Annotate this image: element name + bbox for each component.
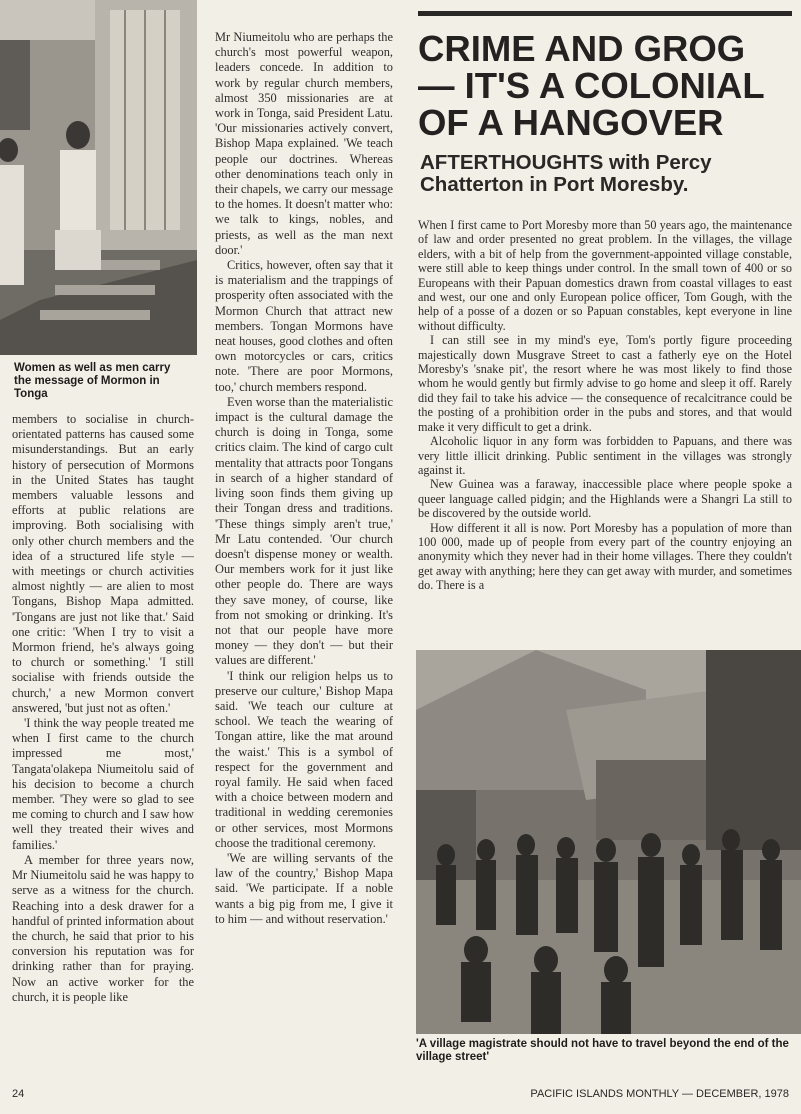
- article-subhead: [420, 152, 794, 196]
- paragraph: 'We are willing servants of the law of the country,' Bishop Mapa said. 'We participate. If a noble wants a big pig from me, I give it to him — and without reservation.': [215, 850, 393, 926]
- article-column-2: [215, 30, 393, 1078]
- headline-line: CRIME AND GROG: [418, 28, 746, 69]
- article-headline: [418, 30, 796, 141]
- paragraph: 'I think our religion helps us to preserve our culture,' Bishop Mapa said. 'We teach our culture at school. We teach the wearing of Tongan attire, like the mat around the waist.' This is a symbol of respect for the government and royal family. He said when faced with a choice between modern and traditional in wedding ceremonies or other services, most Mormons choose the traditional ceremony.: [215, 668, 393, 850]
- paragraph: Even worse than the materialistic impact is the cultural damage the church is doing in Tonga, some critics claim. The kind of cargo cult mentality that attracts poor Tongans in search of a higher standard of living soon finds them giving up their Tongan dress and traditions. 'These things simply aren't true,' Mr Latu contended. 'Our church doesn't dispense money or wealth. Our members work for it just like other people do. There are ways they save money, of course, like from not smoking or drinking. It's not that our people have more money — they don't — but their values are different.': [215, 394, 393, 668]
- publication-footer: PACIFIC ISLANDS MONTHLY — DECEMBER, 1978: [530, 1088, 789, 1100]
- paragraph: 'I think the way people treated me when I first came to the church impressed me most,' Tangata'olakepa Niumeitolu said of his decision to become a church member. 'They were so glad to see me coming to church and I saw how well they treated their wives and families.': [12, 716, 194, 852]
- headline-line: OF A HANGOVER: [418, 102, 724, 143]
- paragraph: When I first came to Port Moresby more than 50 years ago, the maintenance of law and order presented no great problem. In the villages, the village elders, with a bit of help from the government-appointed village constable, were still able to keep things under control. In the small town of 400 or so Europeans with their Papuan domestics drawn from coastal villages to east and west, our one and only European police officer, Tom Gough, with the help of a posse of a dozen or so Papuan constables, kept everyone in line without difficulty.: [418, 218, 792, 333]
- photo-caption: 'A village magistrate should not have to travel beyond the end of the village street': [416, 1038, 789, 1063]
- headline-rule: [418, 11, 792, 16]
- headline-line: — IT'S A COLONIAL: [418, 65, 765, 106]
- photo-caption: Women as well as men carry the message of Mormon in Tonga: [14, 362, 171, 400]
- article-column-3: [418, 218, 792, 648]
- paragraph: A member for three years now, Mr Niumeitolu said he was happy to serve as a witness for the church. Reaching into a desk drawer for a handful of printed information about the church, he said that prior to his conversion his reputation was for drinking rather than for praying. Now an active worker for the church, it is people like: [12, 852, 194, 1004]
- subhead-line: Chatterton in Port Moresby.: [420, 173, 689, 196]
- page-number: 24: [12, 1088, 25, 1100]
- paragraph: members to socialise in church-orientated patterns has caused some misunderstandings. But an early history of persecution of Mormons in the United States has taught members valuable lessons and efforts at public relations are improving. Both socialising with only other church members and the idea of a structured life style — with meetings or church activities almost nightly — are alien to most Tongans, Bishop Mapa admitted. 'Tongans are just not like that.' Said one critic: 'When I try to visit a Mormon friend, he's always going to church or something.' 'I still socialise with friends outside the church,' a new Mormon convert answered, 'but just not as often.': [12, 412, 194, 715]
- article-column-1: [12, 412, 194, 1074]
- subhead-line: AFTERTHOUGHTS with Percy: [420, 151, 712, 174]
- photo-women-missionaries: [0, 0, 197, 355]
- paragraph: Critics, however, often say that it is materialism and the trappings of prosperity often associated with the Mormon Church that attract new members. Tongan Mormons have neat houses, good clothes and often own motorcycles or cars, critics note. 'There are poor Mormons, too,' church members respond.: [215, 258, 393, 394]
- photo-village-crowd: [416, 650, 801, 1034]
- paragraph: Mr Niumeitolu who are perhaps the church's most powerful weapon, leaders concede. In addition to work by regular church members, almost 350 missionaries are at work in Tonga, said President Latu. 'Our missionaries actively convert, Bishop Mapa explained. 'We teach people our doctrines. Whereas other denominations teach only in their chapels, we carry our message to the homes. It doesn't matter who: we talk to kings, nobles, and priests, as well as the man next door.': [215, 30, 393, 257]
- paragraph: How different it all is now. Port Moresby has a population of more than 100 000, made up of people from every part of the country enjoying an anonymity which they never had in their home villages. There they couldn't get away with anything; here they can get away with murder, and sometimes do. There is a: [418, 520, 792, 593]
- paragraph: I can still see in my mind's eye, Tom's portly figure proceeding majestically down Musgrave Street to cast a fatherly eye on the Hotel Moresby's 'snake pit', the resort where he was most likely to find those whom he would gently but firmly advise to go home and sleep it off. Rarely did they fail to take his advice — the consequence of recalcitrance could be the posting of a prohibition order in the pubs and stores, and that would make it very difficult to get a drink.: [418, 333, 792, 434]
- paragraph: New Guinea was a faraway, inaccessible place where people spoke a queer language called pidgin; and the Highlands were a Shangri La still to be discovered by the outside world.: [418, 477, 792, 521]
- paragraph: Alcoholic liquor in any form was forbidden to Papuans, and there was very little illicit drinking. Public sentiment in the villages was strongly against it.: [418, 434, 792, 477]
